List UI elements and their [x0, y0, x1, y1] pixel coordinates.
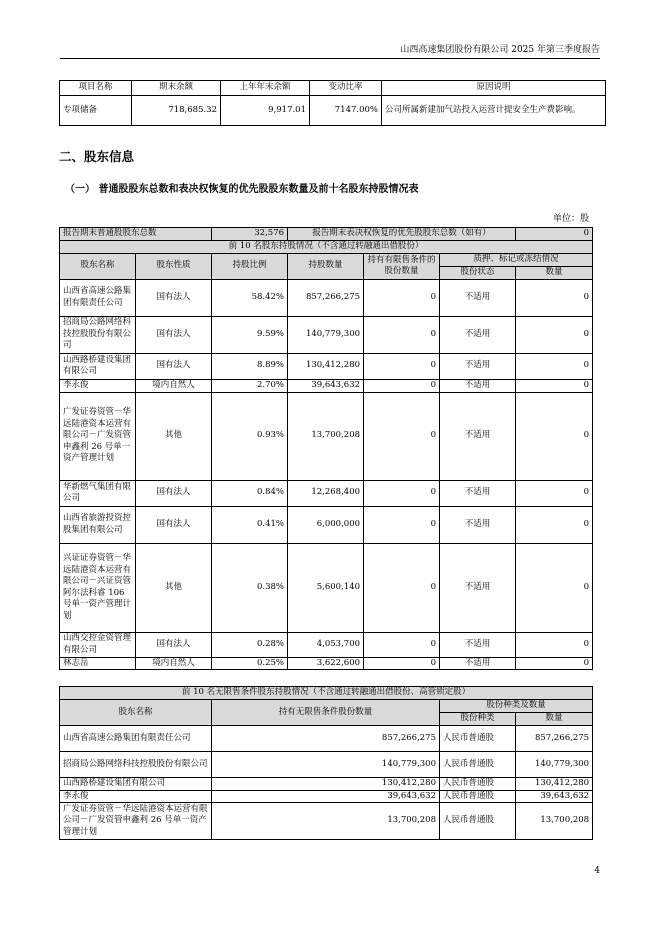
cell-restricted: 0: [364, 506, 440, 543]
cell-count: 0: [516, 392, 593, 480]
cell-qty: 12,268,400: [288, 480, 364, 506]
cell-count: 857,266,275: [516, 726, 593, 752]
page-header: 山西高速集团股份有限公司 2025 年第三季度报告: [60, 44, 600, 59]
cell-status: 不适用: [440, 543, 516, 632]
cell-count: 13,700,208: [516, 803, 593, 840]
section-title: 二、股东信息: [59, 149, 135, 164]
cell-nature: 其他: [136, 543, 212, 632]
col-header-kind: 股份种类: [440, 713, 516, 726]
cell-status: 不适用: [440, 353, 516, 379]
col-header-reason: 原因说明: [382, 81, 606, 96]
cell-status: 不适用: [440, 657, 516, 670]
cell-status: 不适用: [440, 392, 516, 480]
cell-qty: 39,643,632: [288, 379, 364, 392]
cell-restricted: 0: [364, 632, 440, 657]
cell-ratio: 0.84%: [212, 480, 288, 506]
cell-ratio: 2.70%: [212, 379, 288, 392]
cell-name: 兴证证券资管－华远陆港资本运营有限公司－兴证资管阿尔法科睿 106 号单一资产管理计划: [60, 543, 136, 632]
table-row: [60, 657, 593, 670]
col-header-count: 数量: [516, 713, 593, 726]
cell-kind: 人民币普通股: [440, 803, 516, 840]
cell-qty: 6,000,000: [288, 506, 364, 543]
cell-restricted: 0: [364, 353, 440, 379]
cell-count: 0: [516, 543, 593, 632]
table-row: [60, 632, 593, 657]
cell-qty: 13,700,208: [212, 803, 440, 840]
cell-name: 华新燃气集团有限公司: [60, 480, 136, 506]
cell-ratio: 8.89%: [212, 353, 288, 379]
col-header-count: 数量: [516, 266, 593, 279]
cell-ratio: 58.42%: [212, 279, 288, 316]
cell-nature: 国有法人: [136, 353, 212, 379]
cell-kind: 人民币普通股: [440, 778, 516, 791]
col-header-prior: 上年年末余额: [221, 81, 310, 96]
cell-count: 0: [516, 353, 593, 379]
cell-name: 广发证券资管－华远陆港资本运营有限公司－广发资管申鑫利 26 号单一资产管理计划: [60, 803, 212, 840]
cell-nature: 国有法人: [136, 506, 212, 543]
cell-count: 0: [516, 480, 593, 506]
cell-count: 0: [516, 379, 593, 392]
cell-count: 140,779,300: [516, 752, 593, 778]
cell-nature: 境内自然人: [136, 379, 212, 392]
cell-restricted: 0: [364, 392, 440, 480]
col-header-name: 股东名称: [60, 700, 212, 726]
cell-name: 山西省高速公路集团有限责任公司: [60, 726, 212, 752]
cell-qty: 13,700,208: [288, 392, 364, 480]
cell-qty: 130,412,280: [288, 353, 364, 379]
table-row: [60, 726, 593, 752]
table-row: [60, 316, 593, 353]
cell-qty: 4,053,700: [288, 632, 364, 657]
cell-ending: 718,685.32: [132, 96, 221, 126]
cell-name: 李永俊: [60, 790, 212, 803]
cell-restricted: 0: [364, 379, 440, 392]
subsection-title: （一） 普通股股东总数和表决权恢复的优先股股东数量及前十名股东持股情况表: [65, 184, 419, 195]
col-header-qty: 持股数量: [288, 253, 364, 279]
table-row: [60, 803, 593, 840]
cell-name: 山西省高速公路集团有限责任公司: [60, 279, 136, 316]
cell-restricted: 0: [364, 657, 440, 670]
cell-change: 7147.00%: [310, 96, 382, 126]
cell-kind: 人民币普通股: [440, 752, 516, 778]
table-row: [60, 790, 593, 803]
col-header-change: 变动比率: [310, 81, 382, 96]
cell-count: 0: [516, 657, 593, 670]
cell-name: 山西交控金资管理有限公司: [60, 632, 136, 657]
cell-nature: 国有法人: [136, 316, 212, 353]
cell-qty: 130,412,280: [212, 778, 440, 791]
col-header-ending: 期末余额: [132, 81, 221, 96]
cell-ratio: 0.93%: [212, 392, 288, 480]
cell-ratio: 0.38%: [212, 543, 288, 632]
cell-name: 李永俊: [60, 379, 136, 392]
table-row: [60, 279, 593, 316]
table-row: [60, 752, 593, 778]
cell-name: 林志岳: [60, 657, 136, 670]
cell-status: 不适用: [440, 632, 516, 657]
cell-restricted: 0: [364, 316, 440, 353]
table-row: [60, 353, 593, 379]
cell-count: 0: [516, 506, 593, 543]
col-header-status: 股份状态: [440, 266, 516, 279]
summary-pref-value: 0: [516, 228, 593, 241]
summary-common-label: 报告期末普通股股东总数: [60, 228, 212, 241]
cell-qty: 3,622,600: [288, 657, 364, 670]
summary-pref-label: 报告期末表决权恢复的优先股股东总数（如有）: [288, 228, 516, 241]
cell-kind: 人民币普通股: [440, 790, 516, 803]
cell-nature: 境内自然人: [136, 657, 212, 670]
cell-count: 0: [516, 632, 593, 657]
table-row: [60, 778, 593, 791]
summary-common-value: 32,576: [212, 228, 288, 241]
cell-qty: 140,779,300: [212, 752, 440, 778]
balance-change-table: [59, 80, 606, 126]
cell-prior: 9,917.01: [221, 96, 310, 126]
cell-restricted: 0: [364, 480, 440, 506]
cell-name: 招商局公路网络科技控股股份有限公司: [60, 316, 136, 353]
cell-qty: 5,600,140: [288, 543, 364, 632]
cell-qty: 140,779,300: [288, 316, 364, 353]
table-row: [60, 392, 593, 480]
cell-count: 39,643,632: [516, 790, 593, 803]
cell-qty: 39,643,632: [212, 790, 440, 803]
cell-status: 不适用: [440, 480, 516, 506]
cell-status: 不适用: [440, 316, 516, 353]
cell-count: 130,412,280: [516, 778, 593, 791]
cell-nature: 国有法人: [136, 632, 212, 657]
cell-name: 招商局公路网络科技控股股份有限公司: [60, 752, 212, 778]
cell-name: 广发证券资管－华远陆港资本运营有限公司－广发资管申鑫利 26 号单一资产管理计划: [60, 392, 136, 480]
table-row: [60, 480, 593, 506]
top10-title: 前 10 名股东持股情况（不含通过转融通出借股份）: [60, 240, 593, 253]
col-header-qty: 持有无限售条件股份数量: [212, 700, 440, 726]
cell-name: 山西路桥建设集团有限公司: [60, 353, 136, 379]
cell-name: 山西省旅游投资控股集团有限公司: [60, 506, 136, 543]
cell-status: 不适用: [440, 506, 516, 543]
col-header-group: 股份种类及数量: [440, 700, 593, 713]
cell-status: 不适用: [440, 379, 516, 392]
table-row: [60, 379, 593, 392]
cell-status: 不适用: [440, 279, 516, 316]
col-header-name: 股东名称: [60, 253, 136, 279]
cell-item: 专项储备: [60, 96, 132, 126]
cell-name: 山西路桥建设集团有限公司: [60, 778, 212, 791]
cell-nature: 国有法人: [136, 279, 212, 316]
cell-ratio: 0.41%: [212, 506, 288, 543]
table-row: [60, 506, 593, 543]
top10-shareholders-table: [59, 227, 593, 670]
cell-ratio: 0.25%: [212, 657, 288, 670]
cell-ratio: 9.59%: [212, 316, 288, 353]
unrestricted-title: 前 10 名无限售条件股东持股情况（不含通过转融通出借股份、高管锁定股）: [60, 687, 593, 700]
cell-restricted: 0: [364, 279, 440, 316]
col-header-pledge: 质押、标记或冻结情况: [440, 253, 593, 266]
cell-count: 0: [516, 279, 593, 316]
cell-nature: 其他: [136, 392, 212, 480]
cell-count: 0: [516, 316, 593, 353]
unrestricted-shareholders-table: [59, 686, 593, 840]
cell-qty: 857,266,275: [212, 726, 440, 752]
cell-restricted: 0: [364, 543, 440, 632]
col-header-nature: 股东性质: [136, 253, 212, 279]
cell-qty: 857,266,275: [288, 279, 364, 316]
cell-ratio: 0.28%: [212, 632, 288, 657]
table-row: [60, 543, 593, 632]
col-header-restricted: 持有有限售条件的股份数量: [364, 253, 440, 279]
cell-reason: 公司所属新建加气站投入运营计提安全生产费影响。: [382, 96, 606, 126]
col-header-ratio: 持股比例: [212, 253, 288, 279]
page-number: 4: [594, 866, 600, 876]
cell-kind: 人民币普通股: [440, 726, 516, 752]
unit-label: 单位：股: [552, 214, 589, 224]
col-header-item: 项目名称: [60, 81, 132, 96]
cell-nature: 国有法人: [136, 480, 212, 506]
